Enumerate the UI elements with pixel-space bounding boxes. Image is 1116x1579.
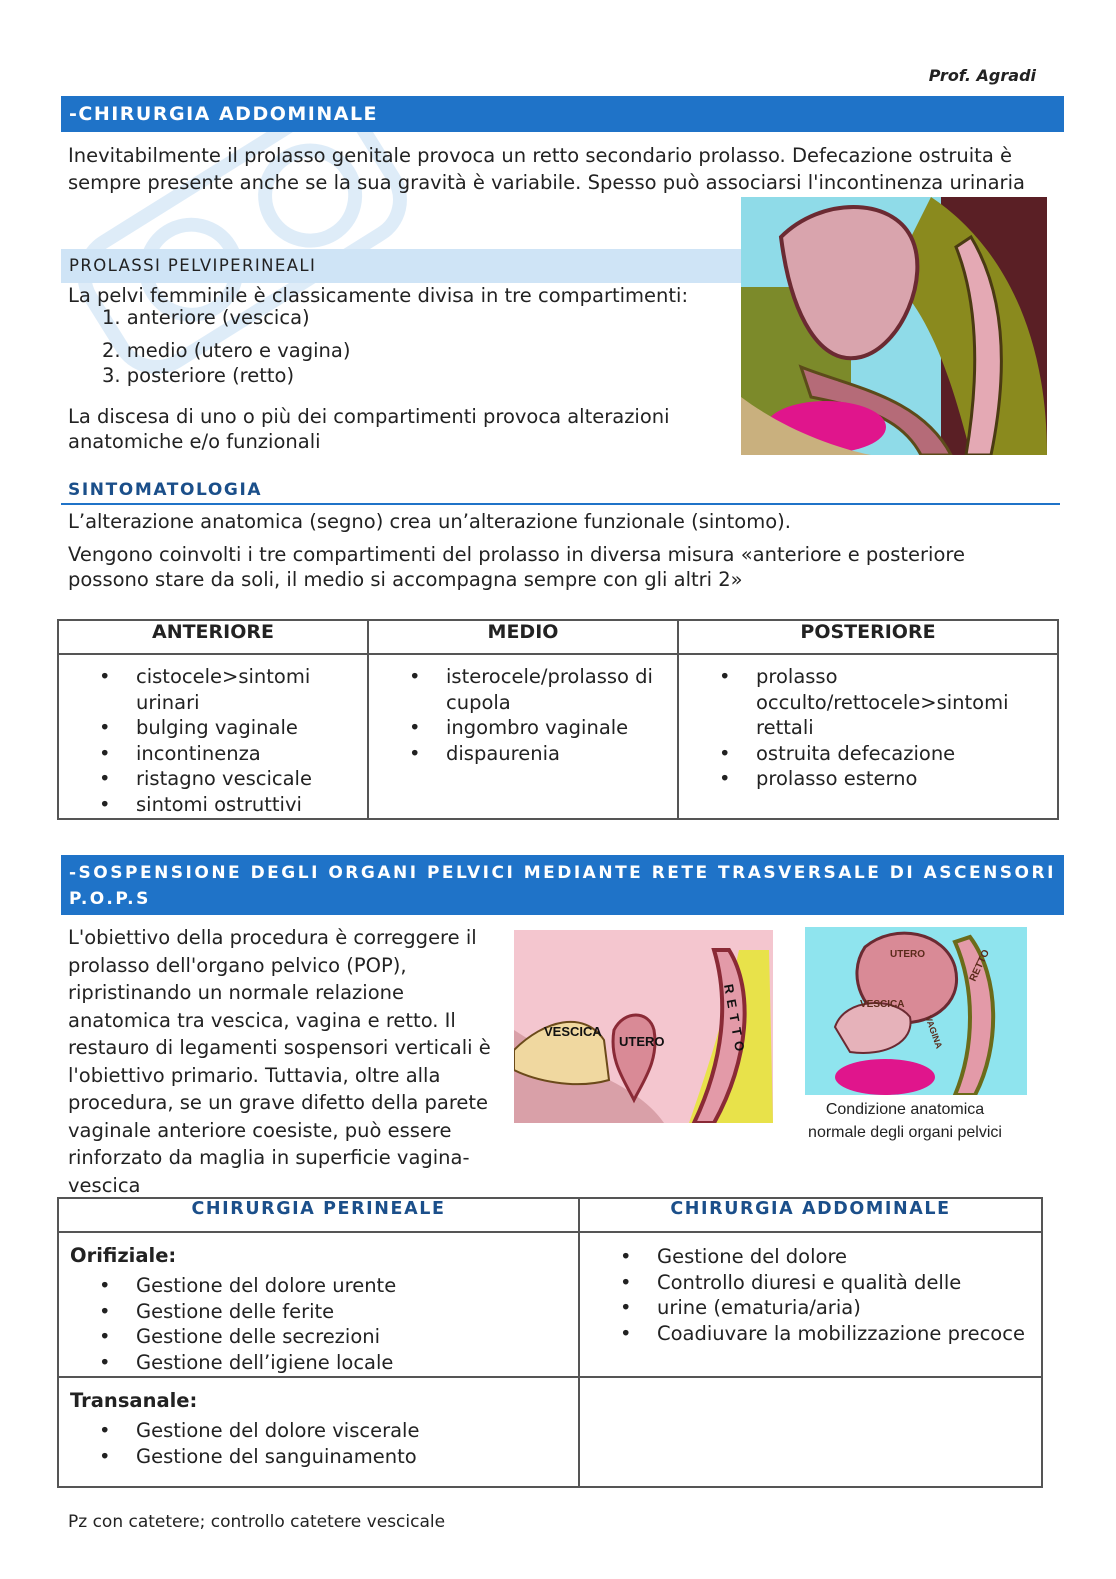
postoperative-care-table bbox=[57, 1197, 1043, 1488]
list-item: • Gestione del dolore viscerale bbox=[136, 1418, 567, 1444]
list-item: • dispaurenia bbox=[446, 741, 666, 767]
list-item: • isterocele/prolasso di cupola bbox=[446, 664, 666, 715]
list-item: • Gestione delle ferite bbox=[136, 1299, 567, 1325]
pelvic-anatomy-image bbox=[741, 197, 1047, 455]
label-retto: RETTO bbox=[721, 982, 749, 1059]
descent-paragraph: La discesa di uno o più dei compartimenti provoca alterazioni anatomiche e/o funzionali bbox=[68, 405, 670, 453]
list-item: • incontinenza bbox=[136, 741, 356, 767]
sintomatologia-text-2: Vengono coinvolti i tre compartimenti del prolasso in diversa misura «anteriore e posteriore possono stare da soli, il medio si accompagna sempre con gli altri 2» bbox=[68, 543, 965, 591]
list-item: • ingombro vaginale bbox=[446, 715, 666, 741]
caption-line: normale degli organi pelvici bbox=[808, 1124, 1002, 1141]
list-item: • prolasso esterno bbox=[756, 766, 1046, 792]
list-item: • Gestione dell’igiene locale bbox=[136, 1350, 567, 1376]
list-item: 3. posteriore (retto) bbox=[102, 364, 295, 387]
table-cell bbox=[58, 654, 368, 819]
list-item: • urine (ematuria/aria) bbox=[657, 1295, 1030, 1321]
intro-paragraph: Inevitabilmente il prolasso genitale provoca un retto secondario prolasso. Defecazione ostruita è sempre presente anche se la sua gravità è variabile. Spesso può associarsi l'incontinenza urinaria bbox=[68, 144, 1025, 194]
table-header: ANTERIORE bbox=[58, 620, 368, 654]
list-item: • sintomi ostruttivi bbox=[136, 792, 356, 818]
caption-line: Condizione anatomica bbox=[825, 1101, 985, 1118]
table-header: CHIRURGIA PERINEALE bbox=[58, 1198, 579, 1232]
label-vescica: VESCICA bbox=[860, 999, 905, 1010]
table-cell bbox=[579, 1232, 1042, 1377]
list-item: 1. anteriore (vescica) bbox=[102, 306, 310, 329]
list-item: • Gestione delle secrezioni bbox=[136, 1324, 567, 1350]
list-item: • cistocele>sintomi urinari bbox=[136, 664, 356, 715]
section-title-chirurgia-addominale: -CHIRURGIA ADDOMINALE bbox=[61, 96, 1064, 132]
transanale-label: Transanale: bbox=[70, 1389, 198, 1412]
sintomatologia-title: SINTOMATOLOGIA bbox=[68, 480, 263, 500]
section-title-sospensione: -SOSPENSIONE DEGLI ORGANI PELVICI MEDIANTE RETE TRASVERSALE DI ASCENSORI P.O.P.S bbox=[61, 855, 1064, 915]
label-vagina: VAGINA bbox=[923, 1014, 945, 1050]
label-utero: UTERO bbox=[890, 949, 925, 960]
compartments-list bbox=[102, 305, 350, 388]
label-retto: RETTO bbox=[967, 948, 992, 984]
list-item: • ostruita defecazione bbox=[756, 741, 1046, 767]
table-cell bbox=[579, 1377, 1042, 1487]
prolapse-anatomy-image bbox=[514, 930, 773, 1123]
list-item: • Gestione del dolore urente bbox=[136, 1273, 567, 1299]
image-caption bbox=[790, 1098, 1020, 1144]
table-header: POSTERIORE bbox=[678, 620, 1058, 654]
table-header: MEDIO bbox=[368, 620, 678, 654]
list-item: • Coadiuvare la mobilizzazione precoce bbox=[657, 1321, 1030, 1347]
list-item: • bulging vaginale bbox=[136, 715, 356, 741]
normal-anatomy-image bbox=[805, 927, 1027, 1095]
table-cell bbox=[678, 654, 1058, 819]
table-cell bbox=[58, 1232, 579, 1377]
list-item: • Controllo diuresi e qualità delle bbox=[657, 1270, 1030, 1296]
orifiziale-label: Orifiziale: bbox=[70, 1244, 177, 1267]
author-label: Prof. Agradi bbox=[928, 66, 1036, 85]
label-vescica: VESCICA bbox=[544, 1024, 602, 1039]
footer-note: Pz con catetere; controllo catetere vescicale bbox=[68, 1512, 446, 1532]
list-item: • Gestione del sanguinamento bbox=[136, 1444, 567, 1470]
subsection-title-prolassi: PROLASSI PELVIPERINEALI bbox=[61, 249, 751, 283]
compartments-intro: La pelvi femminile è classicamente divisa in tre compartimenti: bbox=[68, 284, 689, 307]
list-item: • Gestione del dolore bbox=[657, 1244, 1030, 1270]
list-item: 2. medio (utero e vagina) bbox=[102, 339, 351, 362]
table-cell bbox=[58, 1377, 579, 1487]
list-item: • prolasso occulto/rettocele>sintomi rettali bbox=[756, 664, 1046, 741]
procedure-paragraph: L'obiettivo della procedura è correggere il prolasso dell'organo pelvico (POP), ripristinando un normale relazione anatomica tra vescica, vagina e retto. Il restauro di legamenti sospensori verticali è l'obiettivo primario. Tuttavia, oltre alla procedura, se un grave difetto della parete vaginale anteriore coesiste, può essere rinforzato da maglia in superficie vagina-vescica bbox=[68, 926, 491, 1197]
list-item: • ristagno vescicale bbox=[136, 766, 356, 792]
section-divider bbox=[61, 503, 1060, 505]
sintomatologia-text-1: L’alterazione anatomica (segno) crea un’alterazione funzionale (sintomo). bbox=[68, 510, 791, 533]
table-header: CHIRURGIA ADDOMINALE bbox=[579, 1198, 1042, 1232]
table-cell bbox=[368, 654, 678, 819]
compartments-symptoms-table bbox=[57, 619, 1059, 820]
label-utero: UTERO bbox=[619, 1034, 665, 1049]
